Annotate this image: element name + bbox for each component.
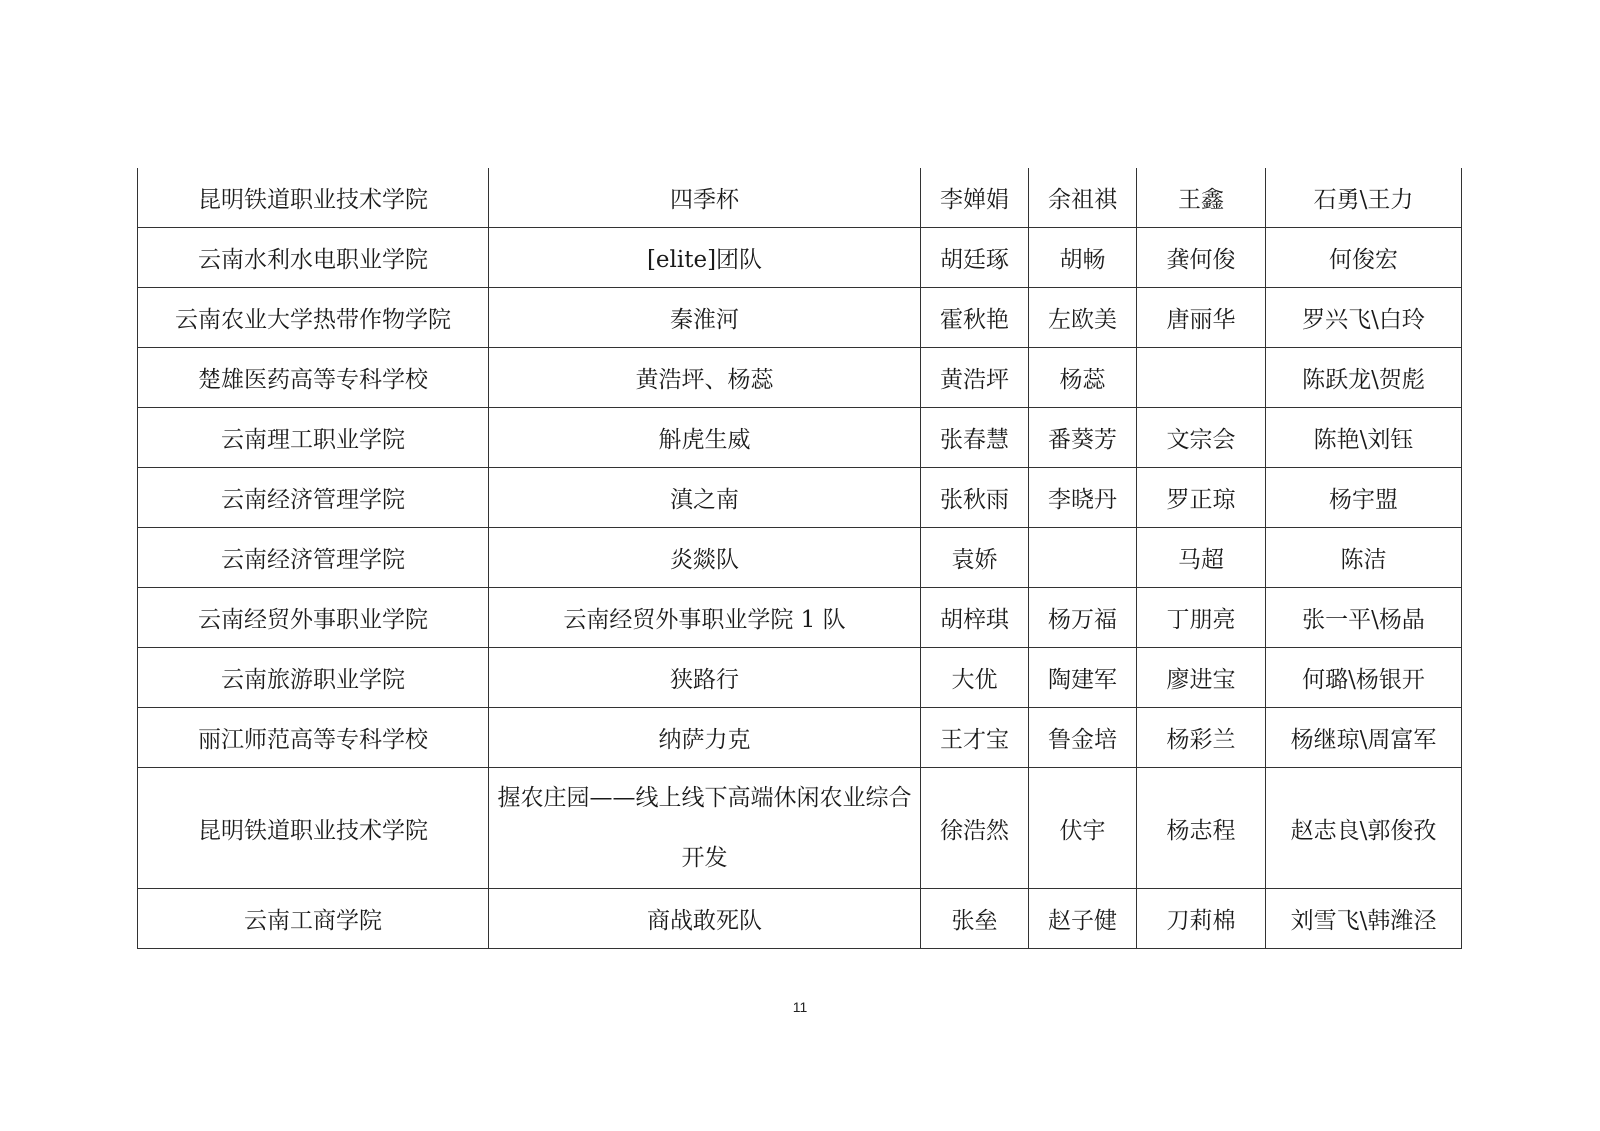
member-cell: 袁娇 xyxy=(921,528,1029,588)
school-cell: 云南农业大学热带作物学院 xyxy=(138,288,489,348)
advisor-cell: 何璐\杨银开 xyxy=(1266,648,1462,708)
team-name-cell: 斛虎生威 xyxy=(489,408,921,468)
member-cell: 唐丽华 xyxy=(1137,288,1266,348)
member-cell: 丁朋亮 xyxy=(1137,588,1266,648)
team-name-cell: [elite]团队 xyxy=(489,228,921,288)
table-row xyxy=(138,648,1462,708)
school-cell: 云南经济管理学院 xyxy=(138,528,489,588)
school-cell: 丽江师范高等专科学校 xyxy=(138,708,489,768)
member-cell: 张垒 xyxy=(921,889,1029,949)
table-row xyxy=(138,228,1462,288)
member-cell: 赵子健 xyxy=(1029,889,1137,949)
advisor-cell: 陈洁 xyxy=(1266,528,1462,588)
member-cell: 廖进宝 xyxy=(1137,648,1266,708)
member-cell: 杨蕊 xyxy=(1029,348,1137,408)
member-cell: 李婵娟 xyxy=(921,168,1029,228)
table-row xyxy=(138,588,1462,648)
table-row xyxy=(138,408,1462,468)
team-name-cell: 握农庄园——线上线下高端休闲农业综合开发 xyxy=(489,768,921,889)
member-cell: 李晓丹 xyxy=(1029,468,1137,528)
advisor-cell: 杨继琼\周富军 xyxy=(1266,708,1462,768)
team-name-cell: 商战敢死队 xyxy=(489,889,921,949)
member-cell: 陶建军 xyxy=(1029,648,1137,708)
school-cell: 云南工商学院 xyxy=(138,889,489,949)
member-cell: 番葵芳 xyxy=(1029,408,1137,468)
team-roster-table xyxy=(137,168,1462,949)
advisor-cell: 罗兴飞\白玲 xyxy=(1266,288,1462,348)
advisor-cell: 赵志良\郭俊孜 xyxy=(1266,768,1462,889)
member-cell: 文宗会 xyxy=(1137,408,1266,468)
team-name-cell: 黄浩坪、杨蕊 xyxy=(489,348,921,408)
school-cell: 楚雄医药高等专科学校 xyxy=(138,348,489,408)
member-cell: 张秋雨 xyxy=(921,468,1029,528)
member-cell: 霍秋艳 xyxy=(921,288,1029,348)
table-row xyxy=(138,768,1462,889)
member-cell: 杨彩兰 xyxy=(1137,708,1266,768)
member-cell: 大优 xyxy=(921,648,1029,708)
team-name-cell: 秦淮河 xyxy=(489,288,921,348)
member-cell: 胡梓琪 xyxy=(921,588,1029,648)
member-cell: 胡畅 xyxy=(1029,228,1137,288)
member-cell: 余祖祺 xyxy=(1029,168,1137,228)
team-name-cell: 云南经贸外事职业学院 1 队 xyxy=(489,588,921,648)
school-cell: 昆明铁道职业技术学院 xyxy=(138,168,489,228)
school-cell: 云南经贸外事职业学院 xyxy=(138,588,489,648)
table-row xyxy=(138,288,1462,348)
school-cell: 云南理工职业学院 xyxy=(138,408,489,468)
member-cell: 王才宝 xyxy=(921,708,1029,768)
team-name-cell: 狭路行 xyxy=(489,648,921,708)
table-row xyxy=(138,168,1462,228)
page-number: 11 xyxy=(792,999,808,1015)
advisor-cell: 陈艳\刘钰 xyxy=(1266,408,1462,468)
table-row xyxy=(138,468,1462,528)
advisor-cell: 杨宇盟 xyxy=(1266,468,1462,528)
member-cell: 鲁金培 xyxy=(1029,708,1137,768)
school-cell: 昆明铁道职业技术学院 xyxy=(138,768,489,889)
member-cell: 王鑫 xyxy=(1137,168,1266,228)
member-cell: 龚何俊 xyxy=(1137,228,1266,288)
table-row xyxy=(138,528,1462,588)
member-cell xyxy=(1137,348,1266,408)
advisor-cell: 何俊宏 xyxy=(1266,228,1462,288)
advisor-cell: 张一平\杨晶 xyxy=(1266,588,1462,648)
advisor-cell: 石勇\王力 xyxy=(1266,168,1462,228)
member-cell: 张春慧 xyxy=(921,408,1029,468)
table-row xyxy=(138,889,1462,949)
member-cell: 罗正琼 xyxy=(1137,468,1266,528)
member-cell: 伏宇 xyxy=(1029,768,1137,889)
team-name-cell: 滇之南 xyxy=(489,468,921,528)
advisor-cell: 陈跃龙\贺彪 xyxy=(1266,348,1462,408)
team-name-cell: 四季杯 xyxy=(489,168,921,228)
member-cell: 徐浩然 xyxy=(921,768,1029,889)
school-cell: 云南经济管理学院 xyxy=(138,468,489,528)
advisor-cell: 刘雪飞\韩潍泾 xyxy=(1266,889,1462,949)
member-cell: 杨志程 xyxy=(1137,768,1266,889)
member-cell: 刀莉棉 xyxy=(1137,889,1266,949)
team-roster-body xyxy=(138,168,1462,949)
table-row xyxy=(138,348,1462,408)
team-name-cell: 炎燚队 xyxy=(489,528,921,588)
member-cell xyxy=(1029,528,1137,588)
member-cell: 黄浩坪 xyxy=(921,348,1029,408)
member-cell: 左欧美 xyxy=(1029,288,1137,348)
school-cell: 云南水利水电职业学院 xyxy=(138,228,489,288)
member-cell: 杨万福 xyxy=(1029,588,1137,648)
member-cell: 胡廷琢 xyxy=(921,228,1029,288)
table-row xyxy=(138,708,1462,768)
school-cell: 云南旅游职业学院 xyxy=(138,648,489,708)
team-name-cell: 纳萨力克 xyxy=(489,708,921,768)
member-cell: 马超 xyxy=(1137,528,1266,588)
